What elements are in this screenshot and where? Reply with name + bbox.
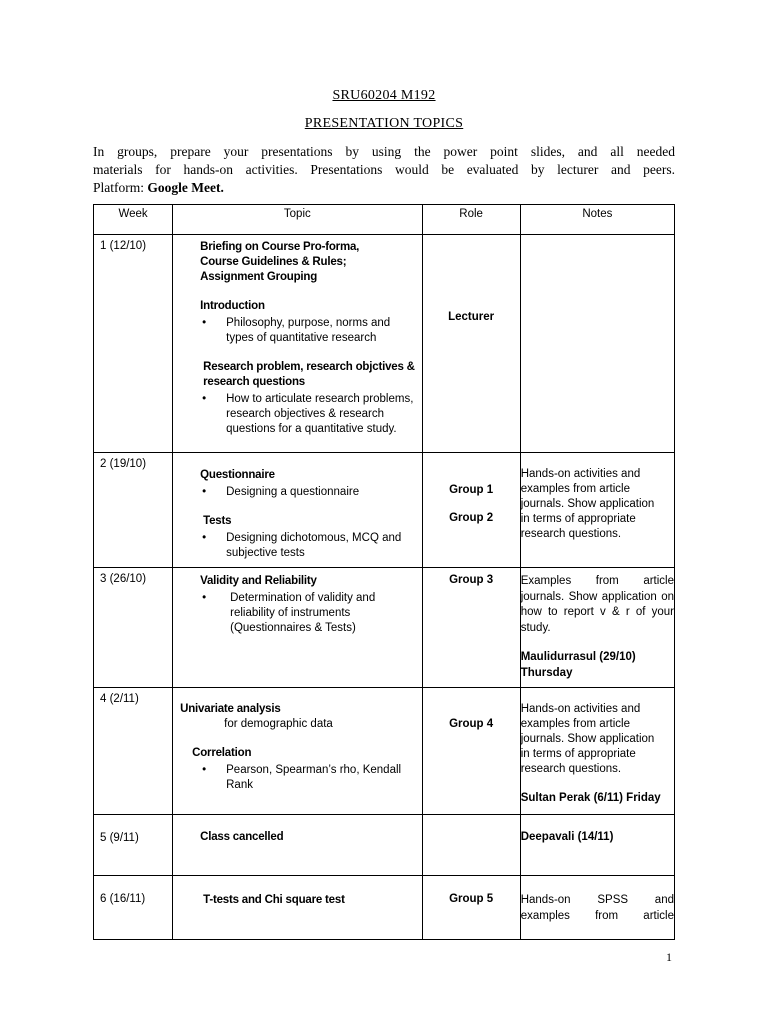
holiday-day: Thursday xyxy=(520,666,573,679)
topic-heading: Class cancelled xyxy=(200,831,284,843)
document-title: PRESENTATION TOPICS xyxy=(304,116,464,131)
intro-line-1: In groups, prepare your presentations by using the power point slides, and all needed xyxy=(93,144,675,159)
notes-cell: Hands-on activities and examples from article journals. Show application in terms of appropriate research questions. Sultan Perak (6/11) Friday xyxy=(520,688,674,815)
list-item: • Designing a questionnaire xyxy=(200,485,421,500)
notes-text: Examples from article journals. Show application on how to report v & r of your study. xyxy=(520,575,674,634)
week-cell: 2 (19/10) xyxy=(94,453,173,568)
table-row xyxy=(94,235,675,453)
topic-cell xyxy=(173,568,422,688)
list-item: • Pearson, Spearman’s rho, Kendall Rank xyxy=(200,763,421,793)
topic-text: for demographic data xyxy=(224,718,333,730)
list-item: • Designing dichotomous, MCQ and subjective tests xyxy=(200,531,421,561)
list-item: • Philosophy, purpose, norms and types of quantitative research xyxy=(200,316,421,346)
topic-heading: Validity and Reliability xyxy=(200,575,317,587)
notes-cell xyxy=(520,568,674,688)
week-cell: 5 (9/11) xyxy=(94,815,173,876)
topic-heading: Tests xyxy=(203,515,232,527)
platform-label: Platform: xyxy=(93,180,148,195)
role-cell xyxy=(422,453,520,568)
schedule-table xyxy=(93,204,675,940)
table-row xyxy=(94,453,675,568)
topic-cell xyxy=(173,235,422,453)
table-row xyxy=(94,568,675,688)
topic-heading: Questionnaire xyxy=(200,469,275,481)
topic-cell xyxy=(173,453,422,568)
week-cell: 1 (12/10) xyxy=(94,235,173,453)
role-label: Group 5 xyxy=(449,893,494,905)
role-cell xyxy=(422,688,520,815)
course-code: SRU60204 M192 xyxy=(332,88,436,103)
bullet-list xyxy=(200,392,421,437)
table-row xyxy=(94,815,675,876)
list-item: • Determination of validity and reliability of instruments (Questionnaires & Tests) xyxy=(200,591,421,636)
table-row xyxy=(94,688,675,815)
page-number: 1 xyxy=(666,950,672,964)
topic-heading: Correlation xyxy=(192,747,252,759)
topic-heading: T-tests and Chi square test xyxy=(203,894,345,906)
role-label: Lecturer xyxy=(448,311,495,323)
platform-value: Google Meet. xyxy=(147,180,224,195)
role-label: Group 3 xyxy=(449,574,494,586)
topic-heading: Assignment Grouping xyxy=(200,271,318,283)
bullet-list xyxy=(200,316,421,346)
week-cell: 3 (26/10) xyxy=(94,568,173,688)
bullet-list xyxy=(200,531,421,561)
role-cell xyxy=(422,815,520,876)
week-cell: 4 (2/11) xyxy=(94,688,173,815)
topic-heading: Univariate analysis xyxy=(180,703,281,715)
intro-line-2: materials for hands-on activities. Presentations would be evaluated by lecturer and peers. xyxy=(93,162,675,177)
topic-heading: Introduction xyxy=(200,300,265,312)
notes-cell xyxy=(520,876,674,940)
role-label: Group 2 xyxy=(449,512,494,524)
bullet-list xyxy=(200,485,421,500)
holiday-note: Maulidurrasul (29/10) xyxy=(520,651,636,663)
topic-heading: Course Guidelines & Rules; xyxy=(200,256,347,268)
role-label: Group 4 xyxy=(449,718,494,730)
column-header-week: Week xyxy=(94,205,173,235)
topic-heading: research questions xyxy=(203,376,305,388)
bullet-list xyxy=(200,591,421,636)
topic-cell xyxy=(173,688,422,815)
table-header-row xyxy=(94,205,675,235)
intro-paragraph xyxy=(93,143,675,197)
list-item: • How to articulate research problems, research objectives & research questions for a quantitative study. xyxy=(200,392,421,437)
holiday-note: Sultan Perak (6/11) Friday xyxy=(520,792,661,804)
notes-cell: Hands-on activities and examples from article journals. Show application in terms of appropriate research questions. xyxy=(520,453,674,568)
notes-cell xyxy=(520,235,674,453)
role-cell xyxy=(422,876,520,940)
platform-line xyxy=(93,179,675,197)
notes-text: Hands-on SPSS and examples from article xyxy=(520,894,674,922)
table-row xyxy=(94,876,675,940)
topic-cell xyxy=(173,876,422,940)
role-cell xyxy=(422,568,520,688)
week-cell: 6 (16/11) xyxy=(94,876,173,940)
topic-heading: Research problem, research objctives & xyxy=(203,361,415,373)
column-header-notes: Notes xyxy=(520,205,674,235)
role-label: Group 1 xyxy=(449,484,494,496)
column-header-role: Role xyxy=(422,205,520,235)
holiday-note: Deepavali (14/11) xyxy=(520,831,614,843)
role-cell xyxy=(422,235,520,453)
column-header-topic: Topic xyxy=(173,205,422,235)
topic-heading: Briefing on Course Pro-forma, xyxy=(200,241,360,253)
bullet-list xyxy=(180,763,421,793)
topic-cell xyxy=(173,815,422,876)
notes-cell xyxy=(520,815,674,876)
